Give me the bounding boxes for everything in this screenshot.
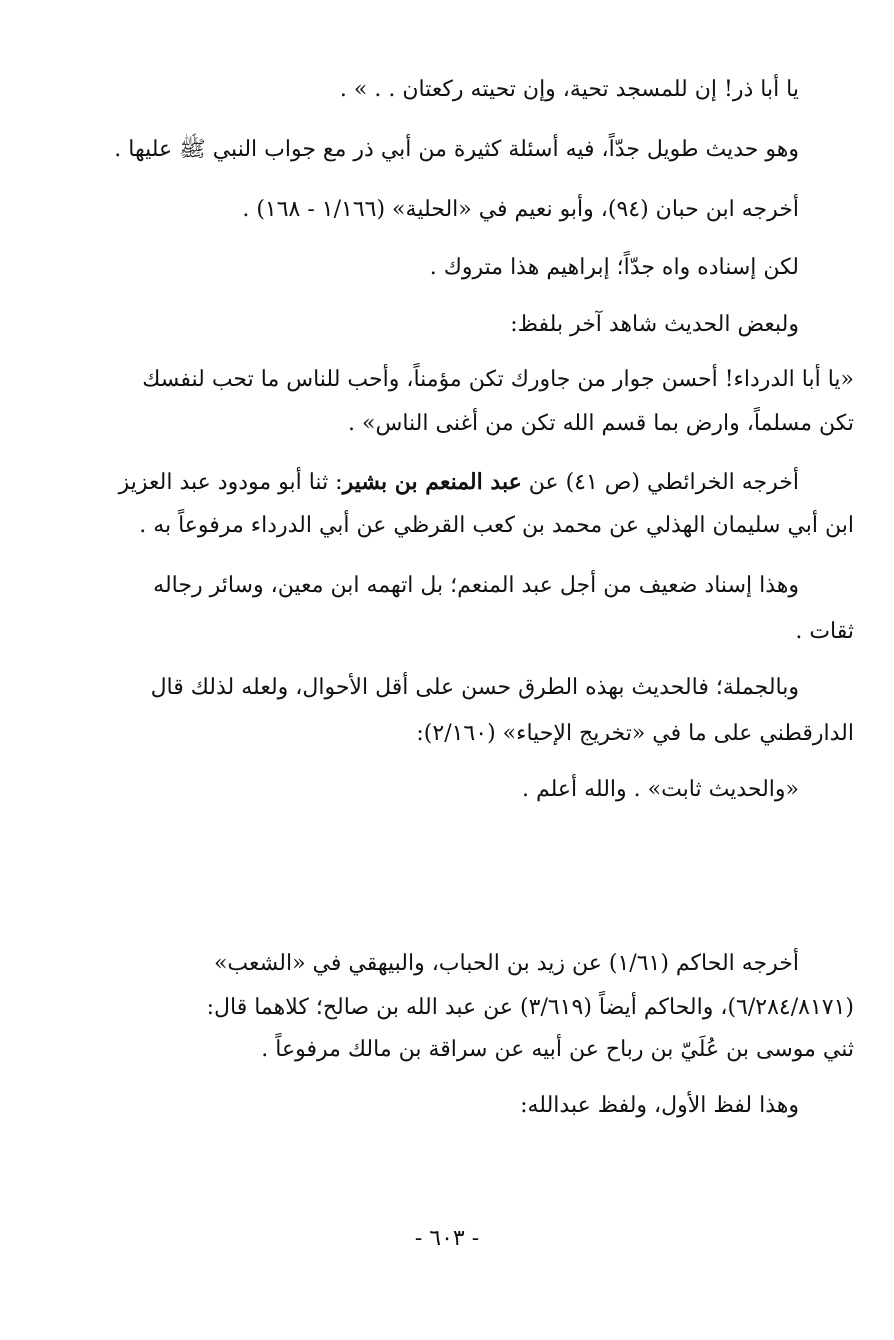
text-line: ولبعض الحديث شاهد آخر بلفظ: — [510, 312, 799, 337]
text-line: ابن أبي سليمان الهذلي عن محمد بن كعب القرظي عن أبي الدرداء مرفوعاً به . — [139, 513, 854, 538]
text-line: وهو حديث طويل جدّاً، فيه أسئلة كثيرة من أبي ذر مع جواب النبي ﷺ عليها . — [114, 137, 799, 162]
text-line: الدارقطني على ما في «تخريج الإحياء» (٢/١٦٠): — [416, 721, 854, 746]
quoted-hadith-line: تكن مسلماً، وارض بما قسم الله تكن من أغنى الناس» . — [348, 411, 854, 436]
text-fragment: أخرجه الخرائطي (ص ٤١) عن — [521, 470, 799, 495]
text-line: (٦/٢٨٤/٨١٧١)، والحاكم أيضاً (٣/٦١٩) عن عبد الله بن صالح؛ كلاهما قال: — [206, 995, 854, 1020]
text-line: لكن إسناده واه جدّاً؛ إبراهيم هذا متروك . — [429, 255, 799, 280]
quoted-hadith-line: «يا أبا الدرداء! أحسن جوار من جاورك تكن مؤمناً، وأحب للناس ما تحب لنفسك — [142, 367, 854, 392]
text-line: وبالجملة؛ فالحديث بهذه الطرق حسن على أقل الأحوال، ولعله لذلك قال — [150, 675, 799, 700]
narrator-name: عبد المنعم بن بشير — [342, 469, 522, 495]
text-line: أخرجه ابن حبان (٩٤)، وأبو نعيم في «الحلية» (١/١٦٦ - ١٦٨) . — [242, 197, 799, 222]
text-line: «والحديث ثابت» . والله أعلم . — [521, 777, 799, 802]
text-line: ثقات . — [795, 619, 854, 644]
text-line: وهذا إسناد ضعيف من أجل عبد المنعم؛ بل اتهمه ابن معين، وسائر رجاله — [153, 573, 799, 598]
text-line: ثني موسى بن عُلَيّ بن رباح عن أبيه عن سراقة بن مالك مرفوعاً . — [261, 1037, 854, 1062]
text-line: أخرجه الحاكم (١/٦١) عن زيد بن الحباب، والبيهقي في «الشعب» — [213, 951, 799, 976]
page-number: - ٦٠٣ - — [414, 1226, 480, 1251]
text-line: يا أبا ذر! إن للمسجد تحية، وإن تحيته ركعتان . . » . — [339, 77, 799, 102]
text-fragment: : ثنا أبو مودود عبد العزيز — [118, 470, 343, 495]
text-line — [119, 462, 799, 503]
text-line: وهذا لفظ الأول، ولفظ عبدالله: — [520, 1093, 799, 1118]
